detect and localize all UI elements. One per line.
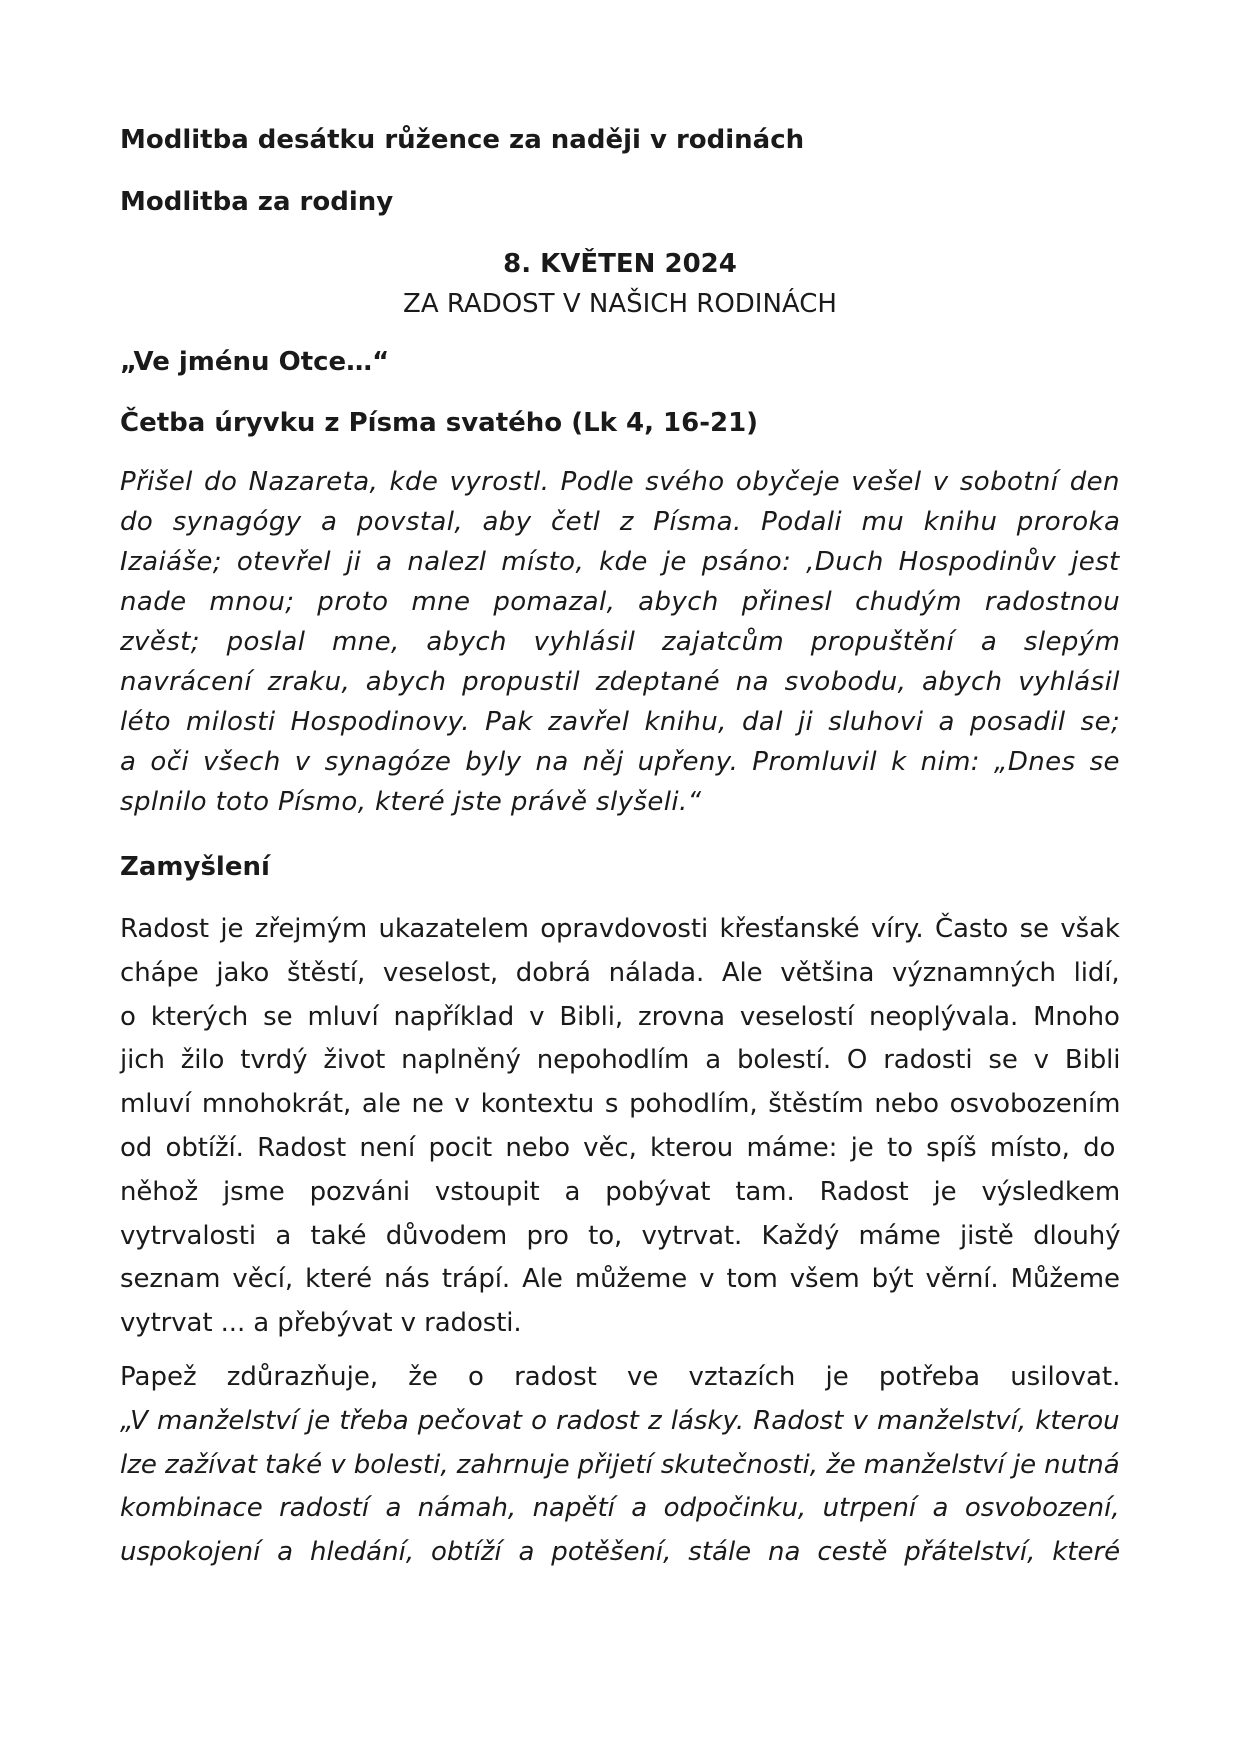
pope-quote-line: uspokojení a hledání, obtíží a potěšení, stále na cestě přátelství, které <box>120 1537 1121 1568</box>
scripture-passage <box>120 462 1120 822</box>
scripture-line: navrácení zraku, abych propustil zdeptané na svobodu, abych vyhlásil <box>120 667 1120 697</box>
reflection-line: seznam věcí, které nás trápí. Ale můžeme v tom všem být věrní. Můžeme <box>120 1264 1120 1295</box>
pope-quote-paragraph <box>120 1356 1120 1575</box>
opening-invocation: „Ve jménu Otce…“ <box>120 347 390 377</box>
scripture-line: Izaiáše; otevřel ji a nalezl místo, kde je psáno: ‚Duch Hospodinův jest <box>120 547 1120 577</box>
reflection-line: jich žilo tvrdý život naplněný nepohodlím a bolestí. O radosti se v Bibli <box>120 1045 1121 1076</box>
reflection-line: Radost je zřejmým ukazatelem opravdovosti křesťanské víry. Často se však <box>120 914 1120 944</box>
scripture-line: léto milosti Hospodinovy. Pak zavřel knihu, dal ji sluhovi a posadil se; <box>120 707 1121 737</box>
reflection-line: mluví mnohokrát, ale ne v kontextu s pohodlím, štěstím nebo osvobozením <box>120 1089 1121 1120</box>
scripture-line: zvěst; poslal mne, abych vyhlásil zajatcům propuštění a slepým <box>120 627 1121 657</box>
reflection-paragraph <box>120 908 1120 1346</box>
reflection-line: vytrvat ... a přebývat v radosti. <box>120 1308 522 1339</box>
reflection-heading: Zamyšlení <box>120 852 270 882</box>
pope-intro-line: Papež zdůrazňuje, že o radost ve vztazích je potřeba usilovat. <box>120 1362 1121 1392</box>
pope-quote-line: „V manželství je třeba pečovat o radost z lásky. Radost v manželství, kterou <box>120 1405 1120 1436</box>
reflection-line: o kterých se mluví například v Bibli, zrovna veselostí neoplývala. Mnoho <box>120 1001 1120 1032</box>
reflection-line: vytrvalosti a také důvodem pro to, vytrvat. Každý máme jistě dlouhý <box>120 1220 1121 1251</box>
reflection-line: chápe jako štěstí, veselost, dobrá nálada. Ale většina významných lidí, <box>120 957 1120 988</box>
pope-quote-line: lze zažívat také v bolesti, zahrnuje přijetí skutečnosti, že manželství je nutná <box>120 1449 1120 1480</box>
reflection-line: něhož jsme pozváni vstoupit a pobývat tam. Radost je výsledkem <box>120 1176 1121 1207</box>
date-heading: 8. KVĚTEN 2024 <box>503 249 737 279</box>
scripture-line: splnilo toto Písmo, které jste právě slyšeli.“ <box>120 787 702 817</box>
scripture-line: do synagógy a povstal, aby četl z Písma. Podali mu knihu proroka <box>120 507 1121 537</box>
intention-heading: ZA RADOST V NAŠICH RODINÁCH <box>403 289 837 319</box>
scripture-line: a oči všech v synagóze byly na něj upřeny. Promluvil k nim: „Dnes se <box>120 747 1120 777</box>
document-title: Modlitba desátku růžence za naději v rodinách <box>120 125 805 155</box>
document-page <box>120 0 1120 1754</box>
reflection-line: od obtíží. Radost není pocit nebo věc, kterou máme: je to spíš místo, do <box>120 1132 1116 1163</box>
reading-heading: Četba úryvku z Písma svatého (Lk 4, 16-21) <box>120 408 759 438</box>
scripture-line: nade mnou; proto mne pomazal, abych přinesl chudým radostnou <box>120 587 1121 617</box>
scripture-line: Přišel do Nazareta, kde vyrostl. Podle svého obyčeje vešel v sobotní den <box>120 467 1120 497</box>
document-subtitle: Modlitba za rodiny <box>120 187 394 217</box>
pope-quote-line: kombinace radostí a námah, napětí a odpočinku, utrpení a osvobození, <box>120 1493 1120 1524</box>
